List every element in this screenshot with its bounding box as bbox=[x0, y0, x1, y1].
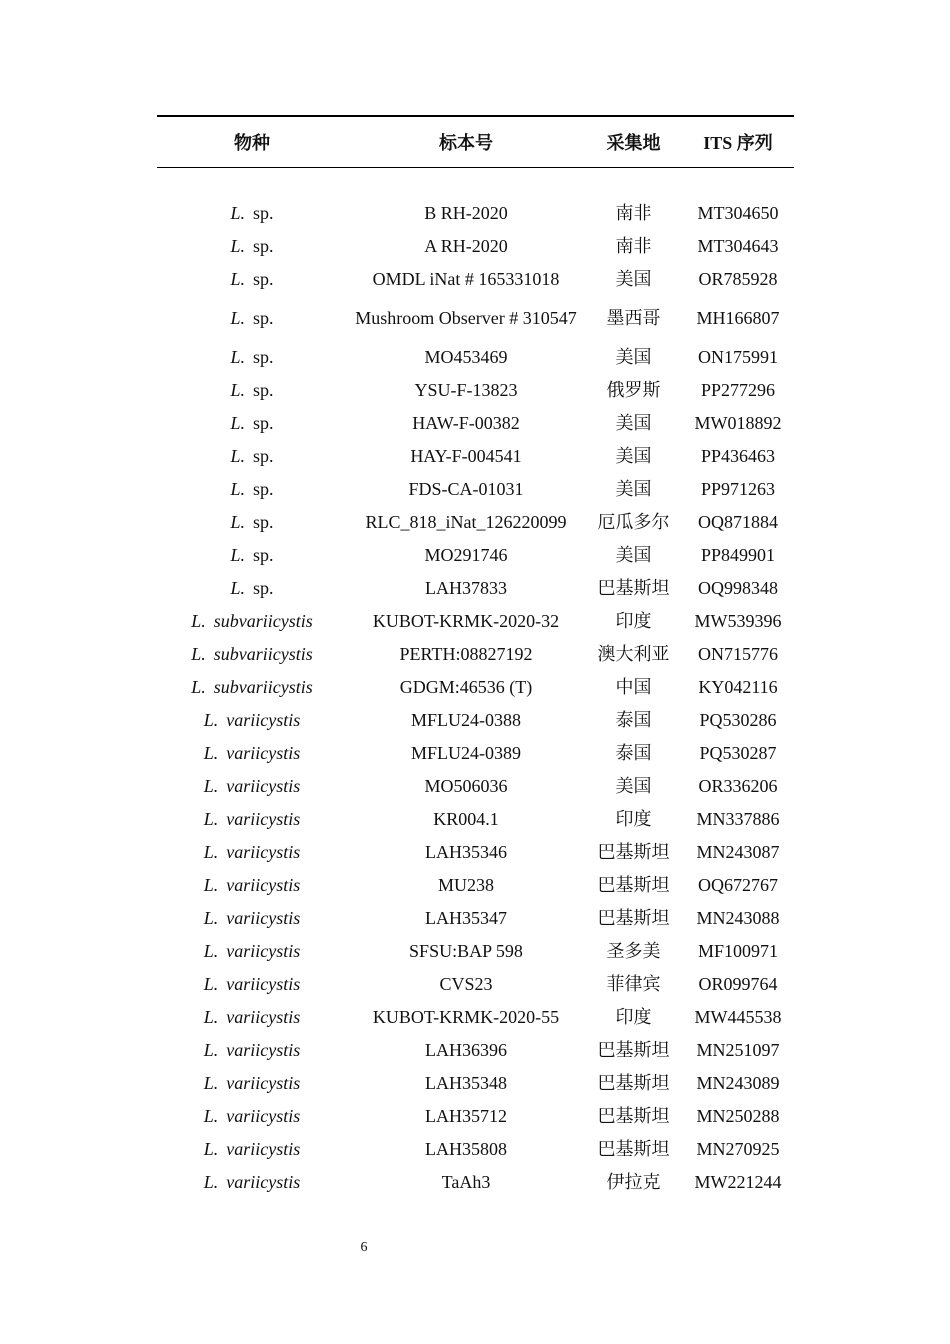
table-row bbox=[157, 605, 794, 638]
location-cell: 美国 bbox=[615, 479, 652, 499]
genus-abbrev: L. bbox=[203, 776, 219, 796]
its-cell: MN250288 bbox=[696, 1106, 780, 1126]
species-cell bbox=[157, 638, 347, 671]
genus-abbrev: L. bbox=[230, 308, 245, 328]
header-its: ITS 序列 bbox=[682, 116, 794, 168]
table-row bbox=[157, 506, 794, 539]
its-cell: MW539396 bbox=[694, 611, 782, 631]
species-cell bbox=[157, 737, 347, 770]
location-cell: 巴基斯坦 bbox=[597, 1040, 670, 1060]
table-row bbox=[157, 230, 794, 263]
location-cell: 伊拉克 bbox=[606, 1172, 661, 1192]
genus-abbrev: L. bbox=[230, 512, 245, 532]
species-epithet: subvariicystis bbox=[213, 677, 313, 697]
species-cell bbox=[157, 605, 347, 638]
genus-abbrev: L. bbox=[203, 1172, 219, 1192]
genus-abbrev: L. bbox=[203, 1040, 219, 1060]
its-cell: PP971263 bbox=[700, 479, 776, 499]
location-cell: 俄罗斯 bbox=[606, 380, 661, 400]
location-cell: 巴基斯坦 bbox=[597, 842, 670, 862]
table-row bbox=[157, 968, 794, 1001]
specimen-cell: MO453469 bbox=[424, 347, 508, 367]
species-cell bbox=[157, 704, 347, 737]
location-cell: 美国 bbox=[615, 413, 652, 433]
species-epithet: sp. bbox=[253, 446, 274, 466]
species-cell bbox=[157, 836, 347, 869]
species-epithet: variicystis bbox=[226, 809, 301, 829]
table-row bbox=[157, 902, 794, 935]
species-epithet: variicystis bbox=[226, 974, 301, 994]
its-cell: PP436463 bbox=[700, 446, 776, 466]
genus-abbrev: L. bbox=[191, 611, 206, 631]
page-number: 6 bbox=[360, 1240, 368, 1255]
specimen-cell: Mushroom Observer # 310547 bbox=[355, 308, 577, 328]
species-epithet: variicystis bbox=[226, 743, 301, 763]
location-cell: 菲律宾 bbox=[606, 974, 661, 994]
species-epithet: variicystis bbox=[226, 1040, 301, 1060]
its-cell: MN243088 bbox=[696, 908, 780, 928]
its-cell: MW018892 bbox=[694, 413, 782, 433]
specimen-cell: LAH35347 bbox=[425, 908, 507, 928]
species-epithet: variicystis bbox=[226, 776, 301, 796]
its-cell: OQ871884 bbox=[698, 512, 778, 532]
location-cell: 泰国 bbox=[615, 743, 652, 763]
specimen-cell: MO291746 bbox=[424, 545, 508, 565]
table-row bbox=[157, 770, 794, 803]
species-epithet: sp. bbox=[253, 269, 274, 289]
table-row bbox=[157, 407, 794, 440]
location-cell: 印度 bbox=[615, 1007, 652, 1027]
specimen-cell: KUBOT-KRMK-2020-32 bbox=[372, 611, 560, 631]
species-cell bbox=[157, 341, 347, 374]
specimen-cell: LAH35348 bbox=[425, 1073, 507, 1093]
header-row bbox=[157, 116, 794, 168]
genus-abbrev: L. bbox=[203, 941, 219, 961]
species-epithet: sp. bbox=[253, 413, 274, 433]
its-cell: OQ672767 bbox=[698, 875, 778, 895]
species-epithet: sp. bbox=[253, 512, 274, 532]
specimen-cell: MU238 bbox=[437, 875, 494, 895]
specimen-cell: KR004.1 bbox=[433, 809, 499, 829]
table-row bbox=[157, 539, 794, 572]
its-cell: PP277296 bbox=[700, 380, 776, 400]
location-cell: 南非 bbox=[615, 236, 652, 256]
specimen-cell: SFSU:BAP 598 bbox=[409, 941, 523, 961]
location-cell: 巴基斯坦 bbox=[597, 1139, 670, 1159]
species-cell bbox=[157, 473, 347, 506]
location-cell: 圣多美 bbox=[606, 941, 661, 961]
its-cell: MN251097 bbox=[696, 1040, 780, 1060]
species-epithet: sp. bbox=[253, 479, 274, 499]
species-cell bbox=[157, 506, 347, 539]
specimen-cell: HAW-F-00382 bbox=[412, 413, 520, 433]
its-cell: MN243089 bbox=[696, 1073, 780, 1093]
location-cell: 巴基斯坦 bbox=[597, 1073, 670, 1093]
location-cell: 巴基斯坦 bbox=[597, 875, 670, 895]
table-row bbox=[157, 638, 794, 671]
table-body bbox=[157, 168, 794, 1200]
specimen-cell: LAH36396 bbox=[425, 1040, 507, 1060]
species-cell bbox=[157, 539, 347, 572]
its-cell: MW445538 bbox=[694, 1007, 782, 1027]
specimen-cell: MO506036 bbox=[424, 776, 508, 796]
species-epithet: sp. bbox=[253, 347, 274, 367]
genus-abbrev: L. bbox=[203, 1007, 219, 1027]
its-cell: MT304643 bbox=[697, 236, 779, 256]
specimen-cell: PERTH:08827192 bbox=[399, 644, 533, 664]
species-epithet: sp. bbox=[253, 578, 274, 598]
location-cell: 美国 bbox=[615, 269, 652, 289]
genus-abbrev: L. bbox=[191, 644, 206, 664]
species-cell bbox=[157, 197, 347, 230]
table-row bbox=[157, 440, 794, 473]
location-cell: 美国 bbox=[615, 545, 652, 565]
species-cell bbox=[157, 572, 347, 605]
its-cell: PP849901 bbox=[700, 545, 776, 565]
species-cell bbox=[157, 1100, 347, 1133]
species-epithet: subvariicystis bbox=[213, 644, 313, 664]
table-row bbox=[157, 704, 794, 737]
specimen-cell: GDGM:46536 (T) bbox=[399, 677, 533, 697]
table-row bbox=[157, 341, 794, 374]
genus-abbrev: L. bbox=[203, 1073, 219, 1093]
table-row bbox=[157, 1034, 794, 1067]
species-cell bbox=[157, 902, 347, 935]
genus-abbrev: L. bbox=[203, 974, 219, 994]
its-cell: MN270925 bbox=[696, 1139, 780, 1159]
header-species: 物种 bbox=[157, 116, 347, 168]
genus-abbrev: L. bbox=[230, 380, 245, 400]
specimen-table bbox=[157, 115, 794, 1199]
table-row bbox=[157, 263, 794, 296]
specimen-cell: B RH-2020 bbox=[424, 203, 508, 223]
specimen-cell: KUBOT-KRMK-2020-55 bbox=[372, 1007, 560, 1027]
its-cell: KY042116 bbox=[698, 677, 778, 697]
species-epithet: sp. bbox=[253, 380, 274, 400]
table-row bbox=[157, 869, 794, 902]
species-cell bbox=[157, 935, 347, 968]
species-epithet: variicystis bbox=[226, 1073, 301, 1093]
genus-abbrev: L. bbox=[203, 875, 219, 895]
table-row bbox=[157, 197, 794, 230]
species-epithet: sp. bbox=[253, 545, 274, 565]
genus-abbrev: L. bbox=[203, 710, 219, 730]
species-cell bbox=[157, 374, 347, 407]
species-cell bbox=[157, 968, 347, 1001]
location-cell: 巴基斯坦 bbox=[597, 578, 670, 598]
genus-abbrev: L. bbox=[203, 1139, 219, 1159]
species-epithet: variicystis bbox=[226, 941, 301, 961]
location-cell: 印度 bbox=[615, 611, 652, 631]
specimen-cell: LAH37833 bbox=[425, 578, 507, 598]
species-cell bbox=[157, 263, 347, 296]
species-epithet: variicystis bbox=[226, 908, 301, 928]
location-cell: 印度 bbox=[615, 809, 652, 829]
location-cell: 巴基斯坦 bbox=[597, 908, 670, 928]
table-row bbox=[157, 1067, 794, 1100]
specimen-cell: LAH35808 bbox=[425, 1139, 507, 1159]
species-cell bbox=[157, 1001, 347, 1034]
location-cell: 南非 bbox=[615, 203, 652, 223]
genus-abbrev: L. bbox=[230, 203, 245, 223]
species-epithet: sp. bbox=[253, 308, 274, 328]
its-cell: MN243087 bbox=[696, 842, 780, 862]
genus-abbrev: L. bbox=[203, 842, 219, 862]
genus-abbrev: L. bbox=[230, 413, 245, 433]
species-epithet: variicystis bbox=[226, 1007, 301, 1027]
its-cell: OR099764 bbox=[698, 974, 778, 994]
header-location: 采集地 bbox=[585, 116, 682, 168]
header-specimen: 标本号 bbox=[347, 116, 585, 168]
species-epithet: variicystis bbox=[226, 710, 301, 730]
specimen-cell: CVS23 bbox=[439, 974, 493, 994]
table-row bbox=[157, 1100, 794, 1133]
table-row bbox=[157, 803, 794, 836]
table-row bbox=[157, 935, 794, 968]
its-cell: OQ998348 bbox=[698, 578, 778, 598]
its-cell: OR785928 bbox=[698, 269, 778, 289]
species-cell bbox=[157, 1166, 347, 1199]
species-epithet: variicystis bbox=[226, 842, 301, 862]
table-row bbox=[157, 296, 794, 341]
genus-abbrev: L. bbox=[203, 809, 219, 829]
specimen-cell: MFLU24-0389 bbox=[410, 743, 521, 763]
species-epithet: variicystis bbox=[226, 1106, 301, 1126]
genus-abbrev: L. bbox=[203, 1106, 219, 1126]
location-cell: 美国 bbox=[615, 776, 652, 796]
location-cell: 中国 bbox=[615, 677, 652, 697]
table-row bbox=[157, 737, 794, 770]
its-cell: ON715776 bbox=[698, 644, 778, 664]
its-cell: ON175991 bbox=[698, 347, 778, 367]
species-epithet: sp. bbox=[253, 203, 274, 223]
species-cell bbox=[157, 1067, 347, 1100]
location-cell: 美国 bbox=[615, 446, 652, 466]
location-cell: 巴基斯坦 bbox=[597, 1106, 670, 1126]
table-row bbox=[157, 1133, 794, 1166]
species-cell bbox=[157, 869, 347, 902]
genus-abbrev: L. bbox=[191, 677, 206, 697]
genus-abbrev: L. bbox=[230, 479, 245, 499]
genus-abbrev: L. bbox=[230, 236, 245, 256]
its-cell: PQ530286 bbox=[699, 710, 777, 730]
species-epithet: sp. bbox=[253, 236, 274, 256]
genus-abbrev: L. bbox=[230, 347, 245, 367]
specimen-cell: RLC_818_iNat_126220099 bbox=[365, 512, 567, 532]
species-cell bbox=[157, 803, 347, 836]
specimen-cell: OMDL iNat # 165331018 bbox=[372, 269, 560, 289]
species-epithet: variicystis bbox=[226, 875, 301, 895]
location-cell: 泰国 bbox=[615, 710, 652, 730]
its-cell: MT304650 bbox=[697, 203, 779, 223]
species-cell bbox=[157, 671, 347, 704]
genus-abbrev: L. bbox=[203, 908, 219, 928]
its-cell: MH166807 bbox=[696, 308, 780, 328]
species-cell bbox=[157, 296, 347, 341]
table-row bbox=[157, 1001, 794, 1034]
specimen-cell: A RH-2020 bbox=[424, 236, 508, 256]
species-epithet: subvariicystis bbox=[213, 611, 313, 631]
specimen-cell: YSU-F-13823 bbox=[414, 380, 518, 400]
species-cell bbox=[157, 1133, 347, 1166]
genus-abbrev: L. bbox=[203, 743, 219, 763]
location-cell: 墨西哥 bbox=[606, 308, 661, 328]
table-row bbox=[157, 473, 794, 506]
specimen-cell: TaAh3 bbox=[441, 1172, 491, 1192]
genus-abbrev: L. bbox=[230, 269, 245, 289]
table-row bbox=[157, 836, 794, 869]
its-cell: OR336206 bbox=[698, 776, 778, 796]
table-row bbox=[157, 374, 794, 407]
its-cell: MW221244 bbox=[694, 1172, 782, 1192]
specimen-cell: FDS-CA-01031 bbox=[408, 479, 524, 499]
species-cell bbox=[157, 230, 347, 263]
table-row bbox=[157, 671, 794, 704]
genus-abbrev: L. bbox=[230, 446, 245, 466]
table-header bbox=[157, 116, 794, 168]
its-cell: PQ530287 bbox=[699, 743, 777, 763]
species-cell bbox=[157, 440, 347, 473]
location-cell: 美国 bbox=[615, 347, 652, 367]
genus-abbrev: L. bbox=[230, 578, 245, 598]
species-epithet: variicystis bbox=[226, 1139, 301, 1159]
species-epithet: variicystis bbox=[226, 1172, 301, 1192]
location-cell: 厄瓜多尔 bbox=[597, 512, 670, 532]
specimen-cell: LAH35712 bbox=[425, 1106, 507, 1126]
table-row bbox=[157, 1166, 794, 1199]
species-cell bbox=[157, 1034, 347, 1067]
its-cell: MN337886 bbox=[696, 809, 780, 829]
specimen-cell: HAY-F-004541 bbox=[410, 446, 522, 466]
its-cell: MF100971 bbox=[697, 941, 778, 961]
table-row bbox=[157, 572, 794, 605]
specimen-cell: LAH35346 bbox=[425, 842, 507, 862]
species-cell bbox=[157, 407, 347, 440]
spacer-row bbox=[157, 168, 794, 198]
location-cell: 澳大利亚 bbox=[597, 644, 670, 664]
specimen-cell: MFLU24-0388 bbox=[410, 710, 521, 730]
species-cell bbox=[157, 770, 347, 803]
genus-abbrev: L. bbox=[230, 545, 245, 565]
